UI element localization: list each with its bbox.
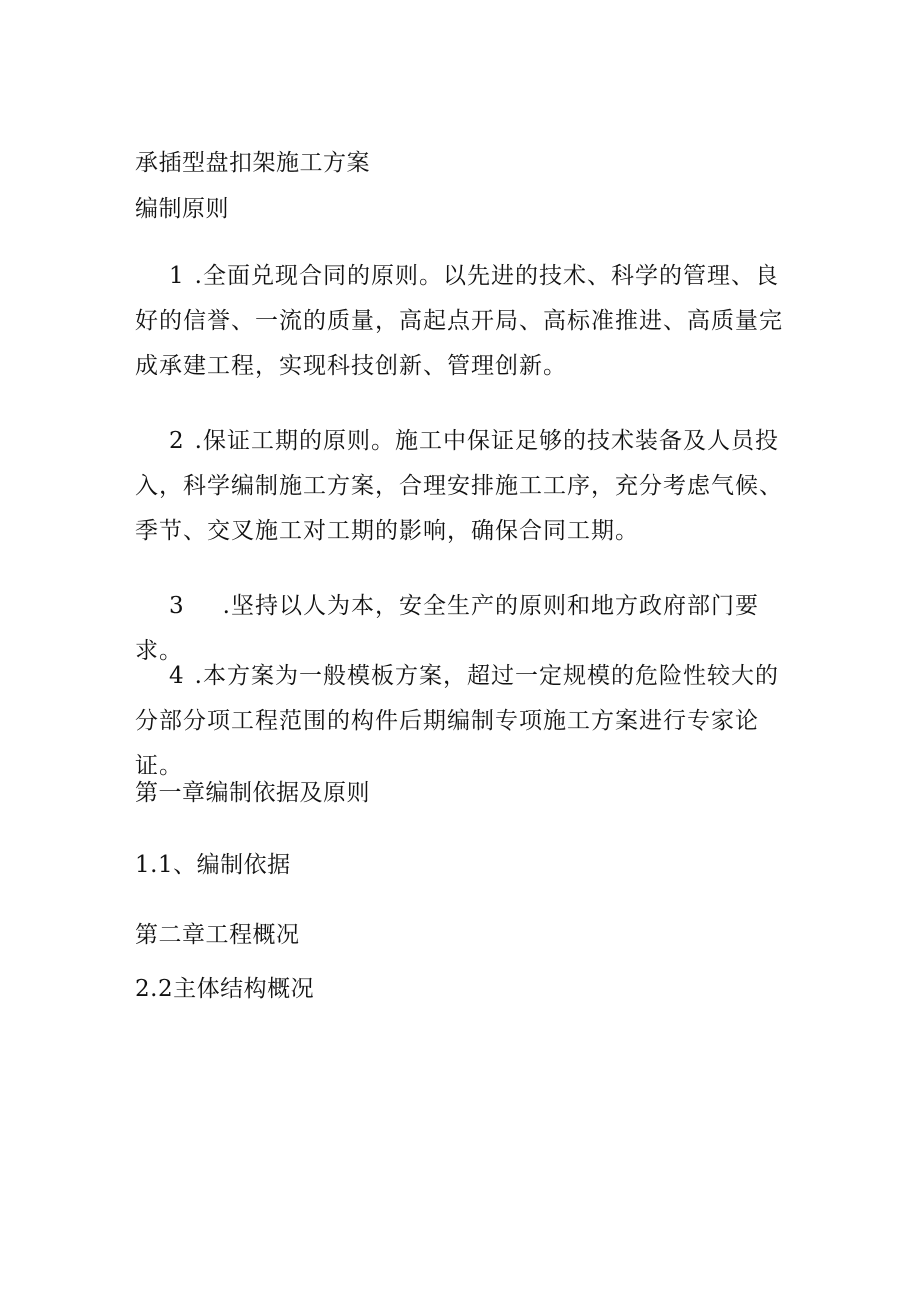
principle-3-number: 3 (169, 593, 185, 619)
section-heading: 编制原则 (135, 196, 229, 222)
principle-4-number: 4 (169, 663, 185, 689)
principle-2-number: 2 (169, 428, 185, 454)
chapter-1-heading: 第一章编制依据及原则 (135, 780, 370, 806)
principle-3-text: .坚持以人为本，安全生产的原则和地方政府部门要求。 (135, 593, 759, 664)
section-1-1-heading: 1.1、编制依据 (135, 852, 291, 878)
principle-1-number: 1 (169, 263, 185, 289)
section-2-2-heading: 2.2主体结构概况 (135, 976, 315, 1002)
principle-2-text: .保证工期的原则。施工中保证足够的技术装备及人员投入，科学编制施工方案，合理安排施工工序，充分考虑气候、季节、交叉施工对工期的影响，确保合同工期。 (135, 428, 783, 544)
principle-1-text: .全面兑现合同的原则。以先进的技术、科学的管理、良好的信誉、一流的质量，高起点开局、高标准推进、高质量完成承建工程，实现科技创新、管理创新。 (135, 263, 783, 379)
principle-4 (135, 654, 795, 789)
document-title: 承插型盘扣架施工方案 (135, 150, 370, 176)
chapter-2-heading: 第二章工程概况 (135, 922, 300, 948)
principle-4-text: .本方案为一般模板方案，超过一定规模的危险性较大的分部分项工程范围的构件后期编制专项施工方案进行专家论证。 (135, 663, 779, 779)
principle-2 (135, 419, 795, 554)
principle-1 (135, 254, 795, 389)
